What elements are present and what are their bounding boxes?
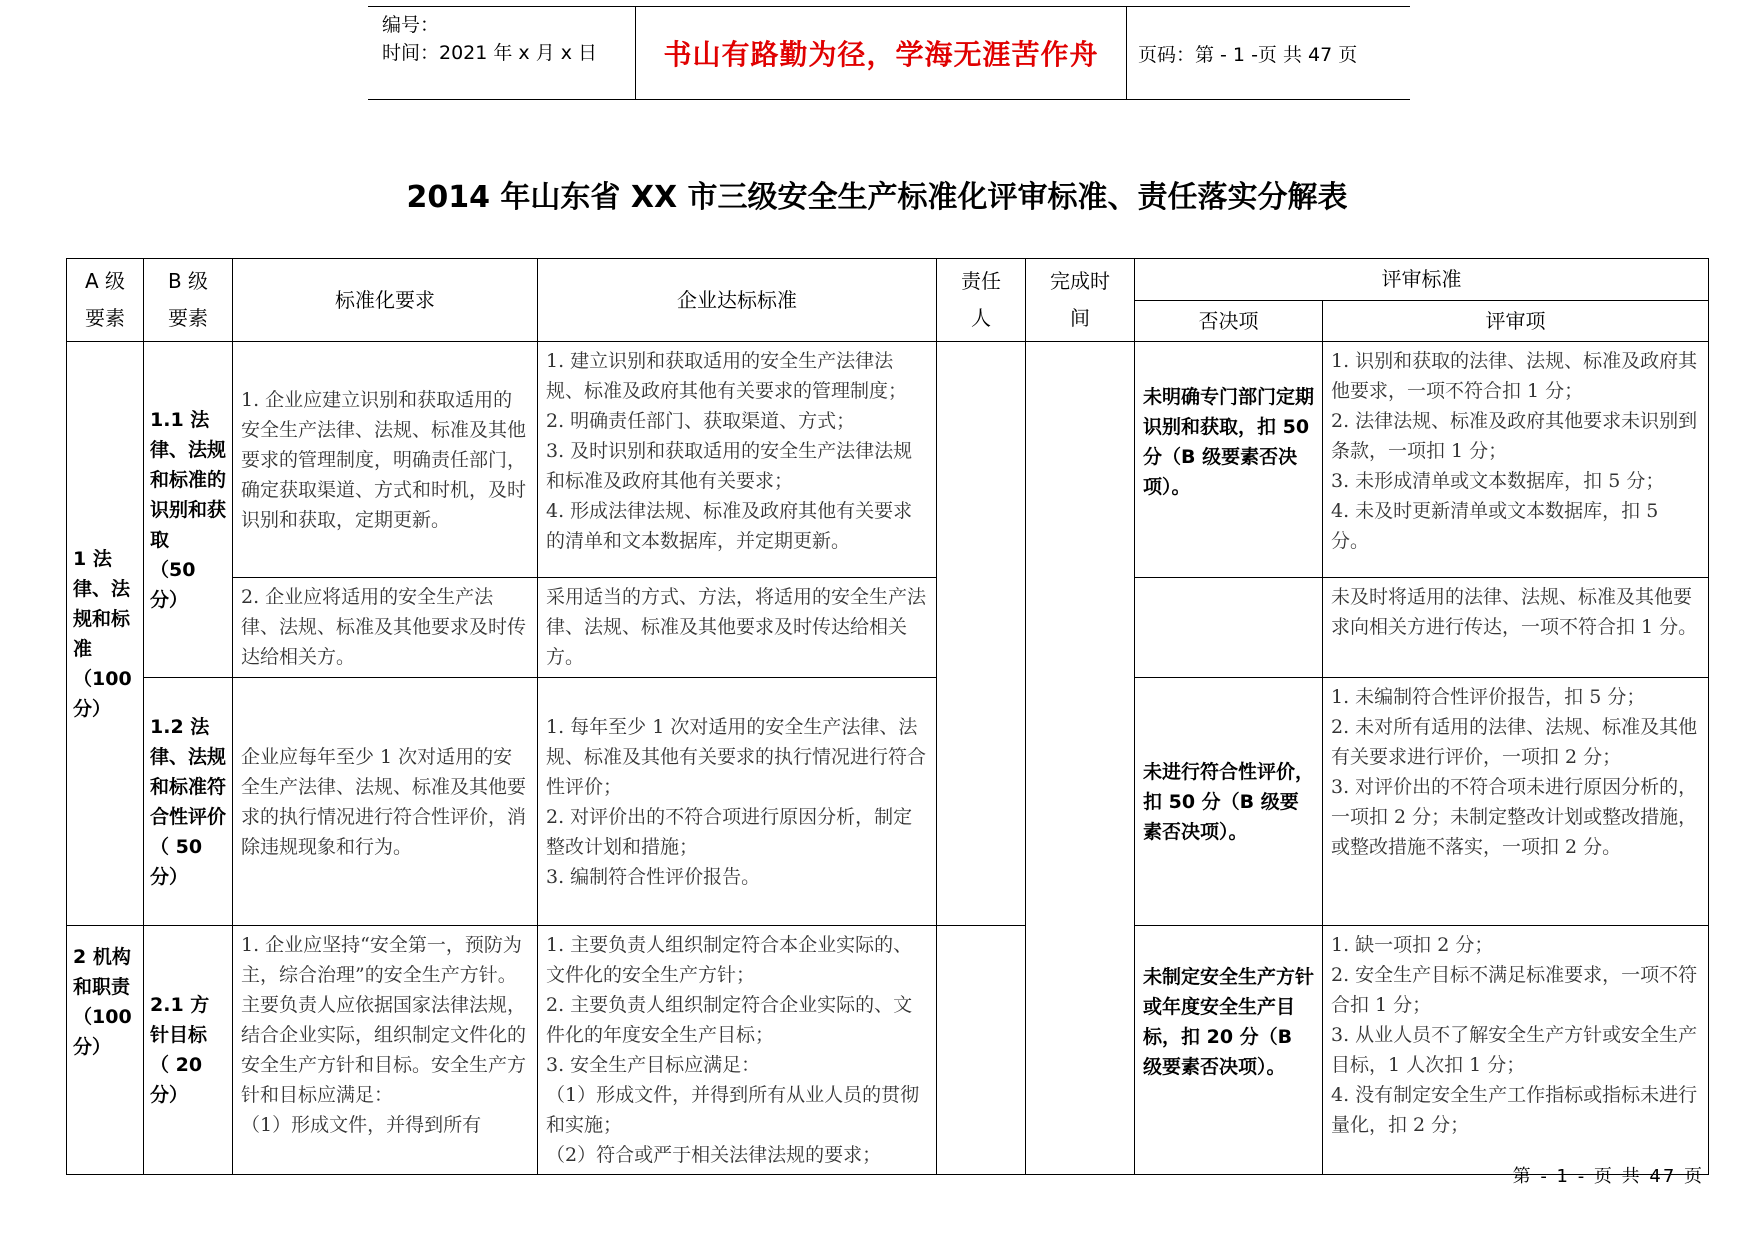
requirement-cell: 1. 企业应建立识别和获取适用的安全生产法律、法规、标准及其他要求的管理制度，明确责任部门，确定获取渠道、方式和时机，及时识别和获取，定期更新。 xyxy=(233,342,538,578)
header-responsible: 责任 人 xyxy=(937,259,1026,342)
review-item-cell: 1. 未编制符合性评价报告，扣 5 分； 2. 未对所有适用的法律、法规、标准及其他有关要求进行评价，一项扣 2 分； 3. 对评价出的不符合项未进行原因分析的，一项扣 2 分；未制定整改计划或整改措施，或整改措施不落实，一项扣 2 分。 xyxy=(1323,678,1709,926)
b-level-cell: 1.2 法律、法规和标准符合性评价 （ 50 分） xyxy=(144,678,233,926)
table-row xyxy=(67,342,1709,578)
review-item-cell: 未及时将适用的法律、法规、标准及其他要求向相关方进行传达，一项不符合扣 1 分。 xyxy=(1323,578,1709,678)
enterprise-standard-cell: 1. 建立识别和获取适用的安全生产法律法规、标准及政府其他有关要求的管理制度； 2. 明确责任部门、获取渠道、方式； 3. 及时识别和获取适用的安全生产法律法规和标准及政府其他有关要求； 4. 形成法律法规、标准及政府其他有关要求的清单和文本数据库，并定期更新。 xyxy=(538,342,937,578)
header-completion-time: 完成时 间 xyxy=(1026,259,1135,342)
document-title: 2014 年山东省 XX 市三级安全生产标准化评审标准、责任落实分解表 xyxy=(406,180,1348,215)
veto-cell: 未制定安全生产方针或年度安全生产目标，扣 20 分（B 级要素否决项）。 xyxy=(1135,926,1323,1175)
header-review-item: 评审项 xyxy=(1323,300,1709,342)
review-item-cell: 1. 缺一项扣 2 分； 2. 安全生产目标不满足标准要求，一项不符合扣 1 分； 3. 从业人员不了解安全生产方针或安全生产目标，1 人次扣 1 分； 4. 没有制定安全生产工作指标或指标未进行量化，扣 2 分； xyxy=(1323,926,1709,1175)
header-page-number: 页码：第 - 1 -页 共 47 页 xyxy=(1138,43,1358,66)
b-level-cell: 1.1 法律、法规和标准的识别和获取 （50 分） xyxy=(144,342,233,678)
header-left xyxy=(382,11,597,67)
header-requirement: 标准化要求 xyxy=(233,259,538,342)
requirement-cell: 2. 企业应将适用的安全生产法律、法规、标准及其他要求及时传达给相关方。 xyxy=(233,578,538,678)
header-motto: 书山有路勤为径，学海无涯苦作舟 xyxy=(635,7,1127,99)
page-header xyxy=(368,6,1410,100)
requirement-cell: 1. 企业应坚持“安全第一，预防为主，综合治理”的安全生产方针。主要负责人应依据国家法律法规，结合企业实际，组织制定文件化的安全生产方针和目标。安全生产方针和目标应满足： （1）形成文件，并得到所有 xyxy=(233,926,538,1175)
requirement-cell: 企业应每年至少 1 次对适用的安全生产法律、法规、标准及其他要求的执行情况进行符合性评价，消除违规现象和行为。 xyxy=(233,678,538,926)
responsible-cell xyxy=(937,342,1026,926)
b-level-cell: 2.1 方针目标 （ 20 分） xyxy=(144,926,233,1175)
table-row xyxy=(67,578,1709,678)
table-row xyxy=(67,926,1709,1175)
review-item-cell: 1. 识别和获取的法律、法规、标准及政府其他要求，一项不符合扣 1 分； 2. 法律法规、标准及政府其他要求未识别到条款，一项扣 1 分； 3. 未形成清单或文本数据库，扣 5 分； 4. 未及时更新清单或文本数据库，扣 5 分。 xyxy=(1323,342,1709,578)
header-veto: 否决项 xyxy=(1135,300,1323,342)
enterprise-standard-cell: 1. 每年至少 1 次对适用的安全生产法律、法规、标准及其他有关要求的执行情况进行符合性评价； 2. 对评价出的不符合项进行原因分析，制定整改计划和措施； 3. 编制符合性评价报告。 xyxy=(538,678,937,926)
veto-cell: 未明确专门部门定期识别和获取，扣 50 分（B 级要素否决项）。 xyxy=(1135,342,1323,578)
completion-time-cell xyxy=(1026,342,1135,1175)
veto-cell: 未进行符合性评价，扣 50 分（B 级要素否决项）。 xyxy=(1135,678,1323,926)
date-label: 时间：2021 年 x 月 x 日 xyxy=(382,42,598,64)
page-footer: 第 - 1 - 页 共 47 页 xyxy=(1512,1166,1704,1187)
a-level-cell: 2 机构和职责（100 分） xyxy=(67,926,144,1175)
header-enterprise-standard: 企业达标标准 xyxy=(538,259,937,342)
veto-cell xyxy=(1135,578,1323,678)
header-review-standard: 评审标准 xyxy=(1135,259,1709,301)
header-b-level: B 级 要素 xyxy=(144,259,233,342)
responsible-cell xyxy=(937,926,1026,1175)
standards-table xyxy=(66,258,1709,1175)
table-row xyxy=(67,678,1709,926)
a-level-cell: 1 法律、法规和标准（100 分） xyxy=(67,342,144,926)
enterprise-standard-cell: 采用适当的方式、方法，将适用的安全生产法律、法规、标准及其他要求及时传达给相关方。 xyxy=(538,578,937,678)
serial-number-label: 编号： xyxy=(382,14,440,36)
enterprise-standard-cell: 1. 主要负责人组织制定符合本企业实际的、文件化的安全生产方针； 2. 主要负责人组织制定符合企业实际的、文件化的年度安全生产目标； 3. 安全生产目标应满足： （1）形成文件，并得到所有从业人员的贯彻和实施； （2）符合或严于相关法律法规的要求； xyxy=(538,926,937,1175)
header-a-level: A 级 要素 xyxy=(67,259,144,342)
